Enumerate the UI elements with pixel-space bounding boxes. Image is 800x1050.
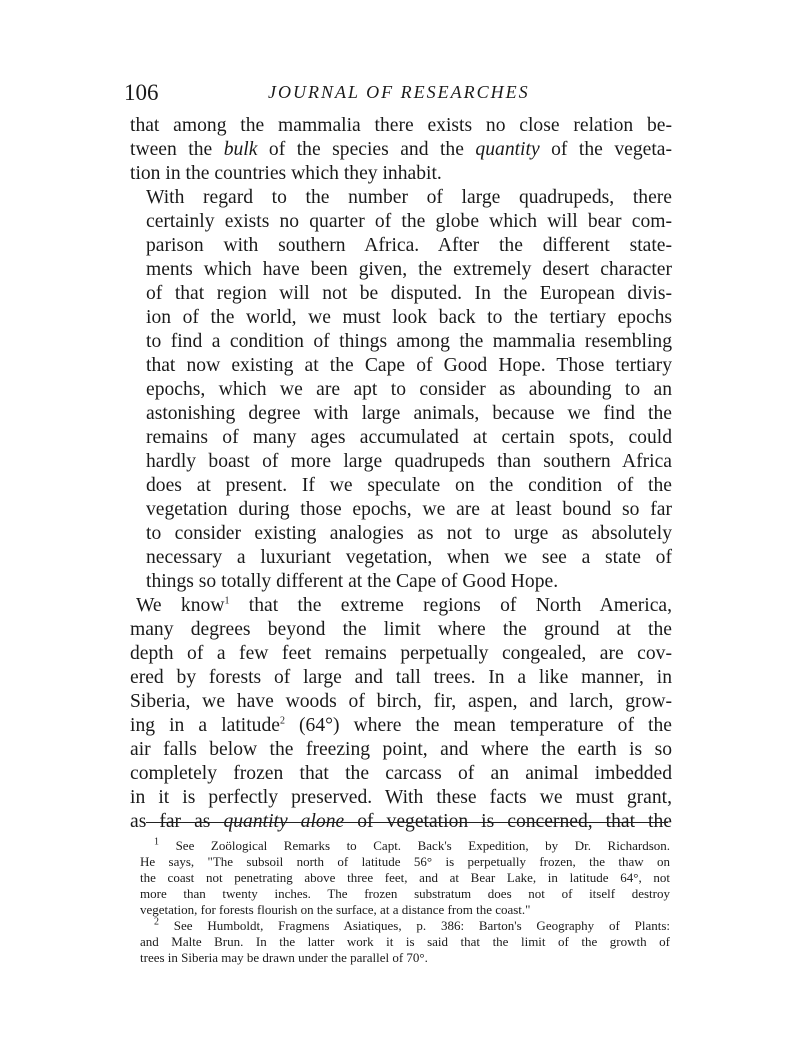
footnote-line: $^2$ See Humboldt, Fragmens Asiatiques, p. 386: Barton's Geography of Plants: <box>154 916 670 933</box>
text-line: Siberia, we have woods of birch, fir, aspen, and larch, grow- <box>130 691 672 712</box>
footnote-ref-2: 2 <box>279 715 285 727</box>
paragraph-2 <box>130 186 672 594</box>
italic-quantity-alone: quantity alone <box>223 811 345 832</box>
text-line: hardly boast of more large quadrupeds than southern Africa <box>146 451 672 472</box>
text-line: parison with southern Africa. After the different state- <box>146 235 672 256</box>
text-line: things so totally different at the Cape of Good Hope. <box>146 571 559 592</box>
text-line: to find a condition of things among the mammalia resembling <box>146 331 672 352</box>
footnote-marker-1: 1 <box>154 836 159 848</box>
text-line: that among the mammalia there exists no close relation be- <box>130 115 672 136</box>
text-line: We know$^1$ that the extreme regions of North America, <box>136 595 672 616</box>
text-line: necessary a luxuriant vegetation, when we see a state of <box>146 547 672 568</box>
footnote-marker-2: 2 <box>154 916 159 928</box>
footnote-ref-1: 1 <box>224 595 230 607</box>
text-line: that now existing at the Cape of Good Hope. Those tertiary <box>146 355 672 376</box>
text-line: to consider existing analogies as not to urge as absolutely <box>146 523 672 544</box>
text-line: in it is perfectly preserved. With these facts we must grant, <box>130 787 672 808</box>
footnote-1 <box>140 838 670 918</box>
text-line: depth of a few feet remains perpetually congealed, are cov- <box>130 643 672 664</box>
italic-quantity: quantity <box>475 139 540 160</box>
text-line: tion in the countries which they inhabit. <box>130 163 442 184</box>
text-line: ered by forests of large and tall trees. In a like manner, in <box>130 667 672 688</box>
body-text <box>130 114 672 834</box>
text-line: air falls below the freezing point, and where the earth is so <box>130 739 672 760</box>
text-line: remains of many ages accumulated at certain spots, could <box>146 427 672 448</box>
text-line: ments which have been given, the extremely desert character <box>146 259 672 280</box>
footnotes <box>140 838 670 966</box>
italic-bulk: bulk <box>223 139 258 160</box>
text-line: completely frozen that the carcass of an animal imbedded <box>130 763 672 784</box>
text-line: does at present. If we speculate on the condition of the <box>146 475 672 496</box>
page-number: 106 <box>124 80 159 105</box>
text-line: astonishing degree with large animals, because we find the <box>146 403 672 424</box>
footnote-divider <box>146 822 668 823</box>
text-line: vegetation during those epochs, we are at least bound so far <box>146 499 672 520</box>
text-line: ion of the world, we must look back to the tertiary epochs <box>146 307 672 328</box>
text-line: of that region will not be disputed. In the European divis- <box>146 283 672 304</box>
paragraph-3 <box>130 594 672 834</box>
footnote-line: vegetation, for forests flourish on the surface, at a distance from the coast." <box>140 902 531 917</box>
page-header <box>118 80 668 110</box>
text-line: certainly exists no quarter of the globe which will bear com- <box>146 211 672 232</box>
footnote-line: the coast not penetrating above three feet, and at Bear Lake, in latitude 64°, not <box>140 870 670 885</box>
paragraph-1 <box>130 114 672 186</box>
footnote-2 <box>140 918 670 966</box>
running-head: JOURNAL OF RESEARCHES <box>268 82 530 102</box>
text-line: epochs, which we are apt to consider as abounding to an <box>146 379 672 400</box>
footnote-line: and Malte Brun. In the latter work it is said that the limit of the growth of <box>140 934 670 949</box>
text-line: many degrees beyond the limit where the ground at the <box>130 619 672 640</box>
footnote-line: more than twenty inches. The frozen substratum does not of itself destroy <box>140 886 670 901</box>
footnote-line: He says, "The subsoil north of latitude 56° is perpetually frozen, the thaw on <box>140 854 670 869</box>
footnote-line: trees in Siberia may be drawn under the parallel of 70°. <box>140 950 428 965</box>
footnote-line: $^1$ See Zoölogical Remarks to Capt. Back's Expedition, by Dr. Richardson. <box>154 836 671 853</box>
text-line: With regard to the number of large quadrupeds, there <box>146 187 672 208</box>
text-line: tween the bulk of the species and the quantity of the vegeta- <box>130 139 673 160</box>
text-line: ing in a latitude$^2$ (64°) where the mean temperature of the <box>130 715 672 736</box>
text-line: as far as quantity alone of vegetation is concerned, that the <box>130 811 672 832</box>
